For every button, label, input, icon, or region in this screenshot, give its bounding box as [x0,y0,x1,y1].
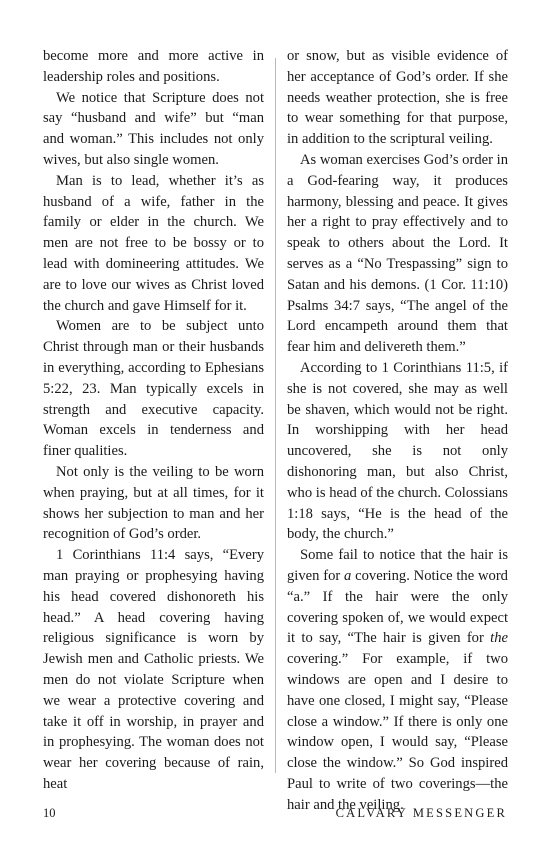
text-run: Some fail to notice that the hair is given for [287,547,508,584]
emphasis-the: the [490,630,508,647]
paragraph: We notice that Scripture does not say “husband and wife” but “man and woman.” This includes not only wives, but also single women. [43,89,264,168]
paragraph: As woman exercises God’s order in a God-fearing way, it produces harmony, blessing and peace. It gives her a right to pray effectively and to speak to others about the Lord. It serves as a “No Trespassing” sign to Satan and his demons. (1 Cor. 11:10) Psalms 34:7 says, “The angel of the Lord encampeth around them that fear him and delivereth them.” [287,151,508,356]
right-column [287,46,508,815]
page-number: 10 [43,806,56,820]
paragraph: Not only is the veiling to be worn when praying, but at all times, for it shows her subjection to man and her recognition of God’s order. [43,463,264,543]
paragraph: According to 1 Corinthians 11:5, if she is not covered, she may as well be shaven, which would not be right. In worshipping with her head uncovered, she is not only dishonoring man, but also Christ, who is head of the church. Colossians 1:18 says, “He is the head of the body, the church.” [287,359,508,543]
text-run: covering. Notice the word “a.” If the hair were the only covering spoken of, we would expect it to say, “The hair is given for [287,567,508,647]
paragraph: 1 Corinthians 11:4 says, “Every man praying or prophesying having his head covered dishonoreth his head.” A head covering having religious significance is worn by Jewish men and Catholic priests. We men do not violate Scripture when we wear a protective covering and take it off in worship, in prayer and in prophesying. The woman does not wear her covering because of rain, heat [43,547,264,792]
paragraph-continued: or snow, but as visible evidence of her acceptance of God’s order. If she needs weather protection, she is free to wear something for that purpose, in addition to the scriptural veiling. [287,48,508,148]
paragraph: Women are to be subject unto Christ through man or their husbands in everything, according to Ephesians 5:22, 23. Man typically excels in strength and executive capacity. Woman excels in tenderness and finer qualities. [43,318,264,460]
text-run: covering.” For example, if two windows are open and I desire to have one closed, I might say, “Please close a window.” If there is only one window open, I would say, “Please close the window.” So God inspired Paul to write of two coverings—the hair and the veiling. [287,651,508,813]
paragraph-hair-covering [287,545,508,815]
column-divider [275,58,276,773]
running-title: CALVARY MESSENGER [335,806,507,820]
paragraph-continued: become more and more active in leadership roles and positions. [43,48,264,85]
emphasis-a: a [344,567,352,584]
left-column [43,46,264,795]
paragraph: Man is to lead, whether it’s as husband of a wife, father in the family or elder in the church. We men are not free to be bossy or to lead with domineering attitudes. We are to love our wives as Christ loved the church and gave Himself for it. [43,172,264,314]
